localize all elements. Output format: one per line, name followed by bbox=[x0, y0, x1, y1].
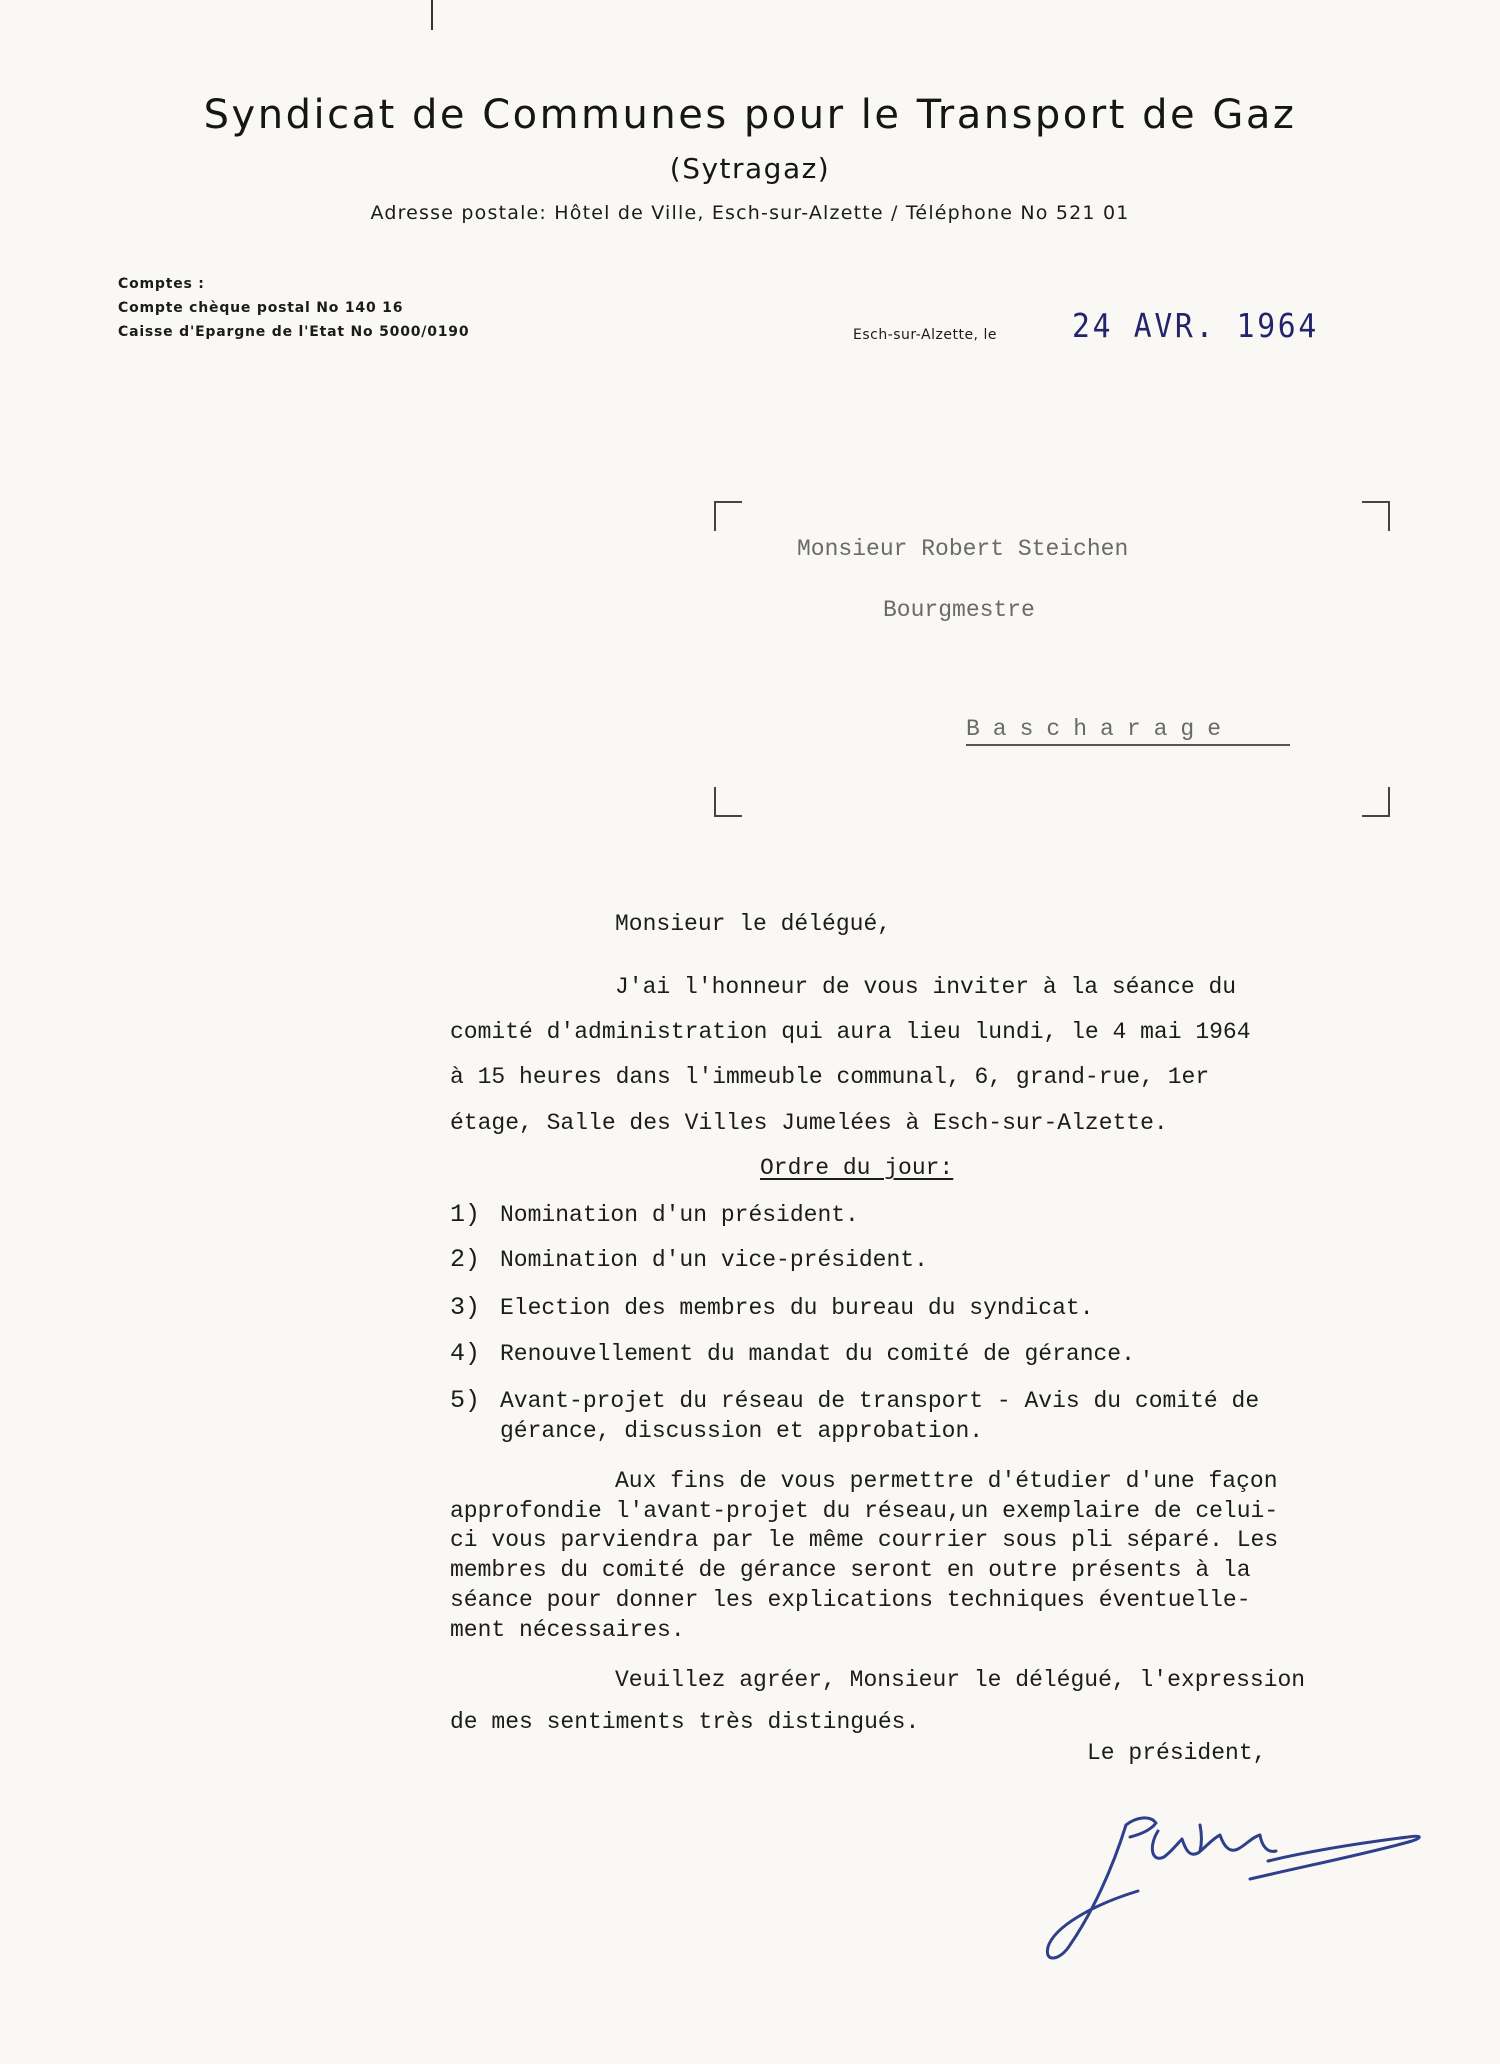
agenda-item-text: Election des membres du bureau du syndicat. bbox=[500, 1295, 1094, 1321]
recipient-name: Monsieur Robert Steichen bbox=[797, 536, 1129, 562]
paragraph-line: approfondie l'avant-projet du réseau,un exemplaire de celui- bbox=[450, 1498, 1279, 1524]
agenda-item-text: Nomination d'un vice-président. bbox=[500, 1247, 928, 1273]
dateline-place: Esch-sur-Alzette, le bbox=[853, 327, 997, 343]
paragraph-line: membres du comité de gérance seront en outre présents à la bbox=[450, 1557, 1251, 1583]
agenda-item-text: Nomination d'un président. bbox=[500, 1202, 859, 1228]
address-corner-top-left bbox=[714, 501, 742, 531]
savings-account: Caisse d'Epargne de l'Etat No 5000/0190 bbox=[118, 324, 470, 340]
agenda-item-number: 5) bbox=[450, 1386, 481, 1415]
closing-title: Le président, bbox=[1087, 1740, 1267, 1766]
paragraph-line: Aux fins de vous permettre d'étudier d'une façon bbox=[615, 1468, 1278, 1494]
agenda-heading: Ordre du jour: bbox=[760, 1155, 954, 1181]
organization-abbreviation: (Sytragaz) bbox=[669, 152, 831, 185]
accounts-label: Comptes : bbox=[118, 276, 205, 292]
paragraph-line: à 15 heures dans l'immeuble communal, 6, grand-rue, 1er bbox=[450, 1064, 1210, 1090]
signature bbox=[1040, 1795, 1430, 1965]
address-corner-top-right bbox=[1362, 501, 1390, 531]
paragraph-line: étage, Salle des Villes Jumelées à Esch-sur-Alzette. bbox=[450, 1110, 1168, 1136]
date-stamp: 24 AVR. 1964 bbox=[1072, 306, 1319, 345]
paragraph-line: comité d'administration qui aura lieu lundi, le 4 mai 1964 bbox=[450, 1019, 1251, 1045]
postal-account: Compte chèque postal No 140 16 bbox=[118, 300, 404, 316]
agenda-item-text: Renouvellement du mandat du comité de gérance. bbox=[500, 1341, 1135, 1367]
recipient-city: Bascharage bbox=[966, 716, 1290, 746]
agenda-item-number: 4) bbox=[450, 1339, 481, 1368]
paragraph-line: séance pour donner les explications techniques éventuelle- bbox=[450, 1587, 1251, 1613]
postal-address: Adresse postale: Hôtel de Ville, Esch-sur-Alzette / Téléphone No 521 01 bbox=[370, 202, 1130, 224]
agenda-item-number: 2) bbox=[450, 1245, 481, 1274]
paragraph-line: J'ai l'honneur de vous inviter à la séance du bbox=[615, 974, 1237, 1000]
accounts-block bbox=[118, 272, 469, 344]
organization-name: Syndicat de Communes pour le Transport de Gaz bbox=[203, 92, 1297, 138]
agenda-item-number: 1) bbox=[450, 1200, 481, 1229]
margin-mark bbox=[431, 0, 433, 30]
paragraph-line: ci vous parviendra par le même courrier sous pli séparé. Les bbox=[450, 1527, 1279, 1553]
address-corner-bottom-right bbox=[1362, 787, 1390, 817]
agenda-item-number: 3) bbox=[450, 1293, 481, 1322]
address-corner-bottom-left bbox=[714, 787, 742, 817]
paragraph-line: ment nécessaires. bbox=[450, 1617, 685, 1643]
agenda-item-text: Avant-projet du réseau de transport - Avis du comité de bbox=[500, 1388, 1260, 1414]
paragraph-line: de mes sentiments très distingués. bbox=[450, 1709, 920, 1735]
agenda-item-text: gérance, discussion et approbation. bbox=[500, 1418, 984, 1444]
paragraph-line: Veuillez agréer, Monsieur le délégué, l'expression bbox=[615, 1667, 1306, 1693]
recipient-title: Bourgmestre bbox=[883, 597, 1035, 623]
salutation: Monsieur le délégué, bbox=[615, 911, 892, 937]
